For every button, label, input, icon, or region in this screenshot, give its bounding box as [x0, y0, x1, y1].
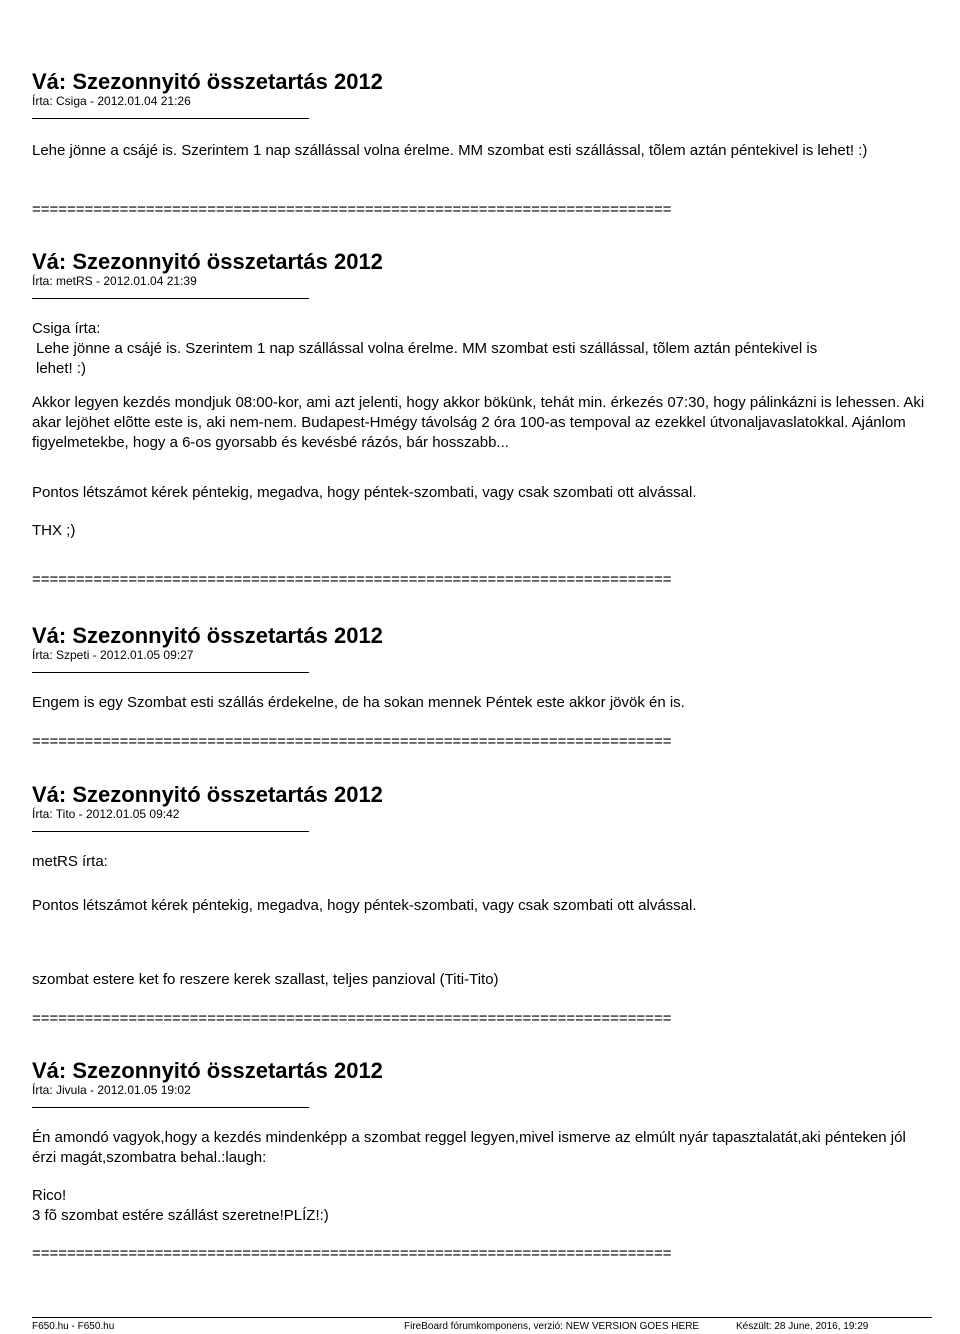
post-rule [32, 118, 309, 119]
forum-post [32, 783, 932, 990]
post-paragraph: Akkor legyen kezdés mondjuk 08:00-kor, ami azt jelenti, hogy akkor bökünk, tehát min. érkezés 07:30, hogy pálinkázni is lehessen. Aki akar lejöhet elõtte este is, aki nem-nem. Budapest-Hmégy távolság 2 óra 100-as tempoval az ezekkel útvonaljavaslatokkal. Ajánlom figyelmetekbe, hogy a 6-os gyorsabb és kevésbé rázós, bár hosszabb... [32, 394, 925, 451]
post-title: Vá: Szezonnyitó összetartás 2012 [32, 249, 383, 274]
post-paragraph: 3 fõ szombat estére szállást szeretne!PLÍZ!:) [32, 1207, 329, 1224]
post-body [32, 852, 932, 990]
post-paragraph: THX ;) [32, 522, 76, 539]
post-paragraph: Engem is egy Szombat esti szállás érdekelne, de ha sokan mennek Péntek este akkor jövök én is. [32, 694, 685, 711]
post-meta: Írta: metRS - 2012.01.04 21:39 [32, 274, 197, 288]
post-paragraph: Én amondó vagyok,hogy a kezdés mindenképp a szombat reggel legyen,mivel ismerve az elmúlt nyár tapasztalatát,aki pénteken jól érzi magát,szombatra behal.:laugh: [32, 1129, 906, 1166]
post-body [32, 319, 932, 541]
quote-text: Pontos létszámot kérek péntekig, megadva, hogy péntek-szombati, vagy csak szombati ott alvással. [32, 897, 697, 914]
quote-text: Lehe jönne a csájé is. Szerintem 1 nap szállással volna érelme. MM szombat esti szállással, tõlem aztán péntekivel is lehet! :) [36, 340, 818, 377]
post-meta: Írta: Csiga - 2012.01.04 21:26 [32, 94, 191, 108]
post-paragraph: Rico! [32, 1187, 67, 1204]
post-rule [32, 831, 309, 832]
post-rule [32, 1107, 309, 1108]
post-separator: ========================================================================= [32, 1010, 672, 1027]
footer-component: FireBoard fórumkomponens, verzió: NEW VERSION GOES HERE [404, 1321, 700, 1332]
quote-label: metRS írta: [32, 853, 108, 870]
post-separator: ========================================================================= [32, 733, 672, 750]
post-separator: ========================================================================= [32, 201, 672, 218]
post-paragraph: szombat estere ket fo reszere kerek szallast, teljes panzioval (Titi-Tito) [32, 971, 499, 988]
post-title: Vá: Szezonnyitó összetartás 2012 [32, 1058, 383, 1083]
footer-generated: Készült: 28 June, 2016, 19:29 [736, 1321, 869, 1332]
post-paragraph: Lehe jönne a csájé is. Szerintem 1 nap szállással volna érelme. MM szombat esti szállással, tõlem aztán péntekivel is lehet! :) [32, 142, 868, 159]
post-meta: Írta: Jivula - 2012.01.05 19:02 [32, 1083, 191, 1097]
post-body [32, 1128, 932, 1226]
post-separator: ========================================================================= [32, 571, 672, 588]
forum-post [32, 250, 932, 541]
post-body [32, 141, 932, 161]
post-title: Vá: Szezonnyitó összetartás 2012 [32, 623, 383, 648]
post-body [32, 693, 932, 713]
post-paragraph: Pontos létszámot kérek péntekig, megadva, hogy péntek-szombati, vagy csak szombati ott alvással. [32, 484, 697, 501]
post-title: Vá: Szezonnyitó összetartás 2012 [32, 69, 383, 94]
footer-site: F650.hu - F650.hu [32, 1321, 115, 1332]
post-rule [32, 672, 309, 673]
quote-label: Csiga írta: [32, 320, 101, 337]
forum-post [32, 624, 932, 713]
post-meta: Írta: Szpeti - 2012.01.05 09:27 [32, 648, 194, 662]
page-footer [32, 1317, 932, 1332]
post-rule [32, 298, 309, 299]
forum-post [32, 1059, 932, 1226]
post-title: Vá: Szezonnyitó összetartás 2012 [32, 782, 383, 807]
forum-post [32, 70, 932, 161]
post-meta: Írta: Tito - 2012.01.05 09:42 [32, 807, 180, 821]
post-separator: ========================================================================= [32, 1245, 672, 1262]
